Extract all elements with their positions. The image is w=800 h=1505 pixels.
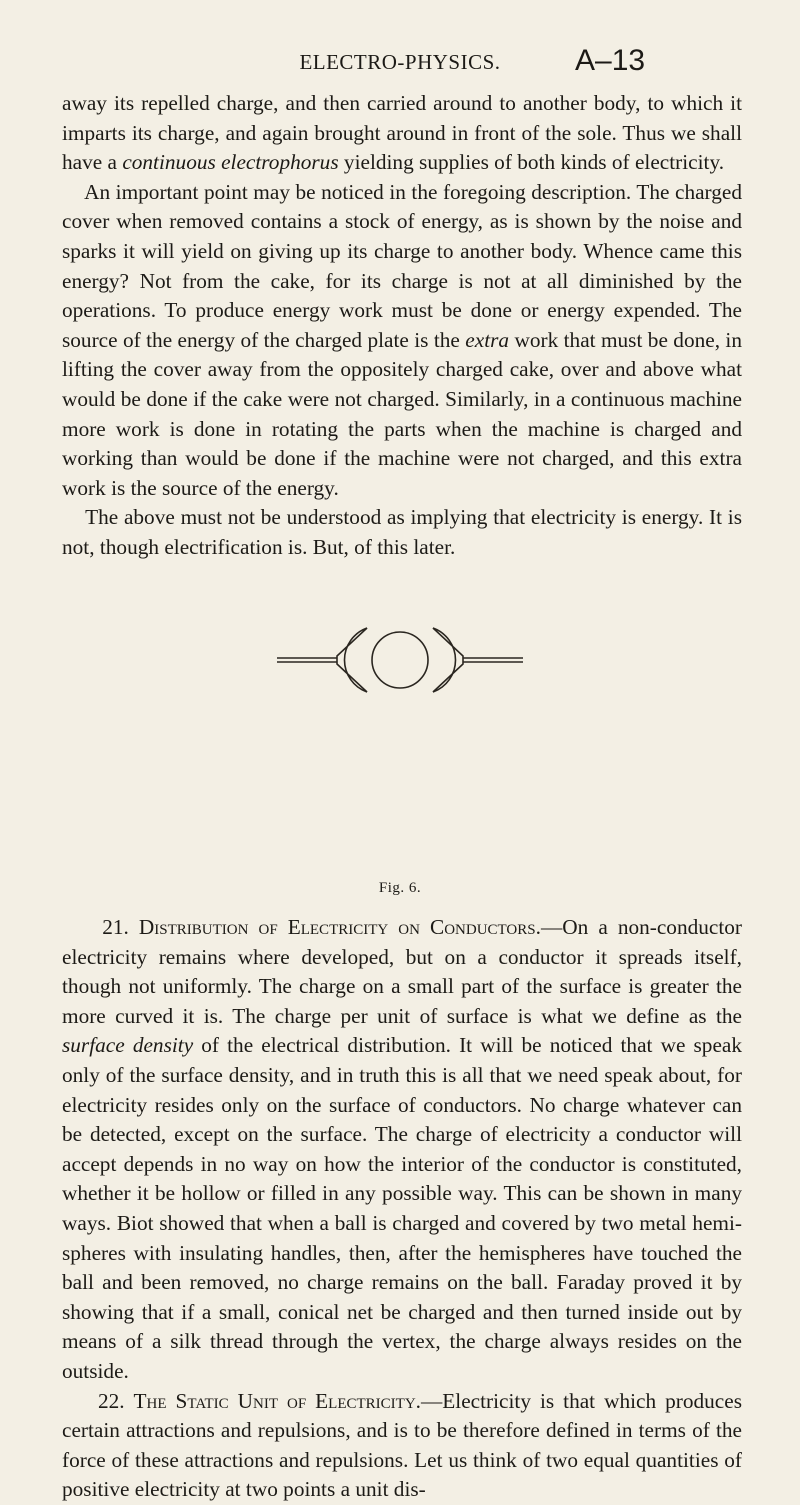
italic-term: continuous electrophorus bbox=[122, 150, 339, 175]
heading-dash: — bbox=[421, 1388, 443, 1413]
paragraph-text: yielding supplies of both kinds of electricity. bbox=[338, 150, 725, 175]
paragraph-text: Electricity is that which produces certain attractions and repulsions, and is to be therefore defined in terms of the force of these attractions and repulsions. Let us think of two equal quantities of positive electricity at two points a unit dis- bbox=[62, 1388, 742, 1502]
paragraph-line: which it imparts its charge, and again brought around in front of the bbox=[62, 91, 742, 145]
text-block-bottom bbox=[62, 913, 742, 1505]
paragraph-energy bbox=[62, 178, 742, 504]
figure-6-illustration bbox=[275, 620, 525, 700]
section-number: 22. bbox=[97, 1388, 134, 1413]
section-21 bbox=[62, 913, 742, 1387]
paragraph-text: An important point may be noticed in the foregoing description. The charged cover when removed contains a stock of energy, as is shown by the noise and sparks it will yield on giving up its charge to another body. Whence came this energy? Not from the cake, for its charge is not at all diminished by the operations. To produce energy work must be done or energy expended. The source of the energy of the charged plate is the bbox=[62, 179, 743, 352]
paragraph-text: On a non-conductor electricity remains where developed, but on a conductor it spreads itself, though not uniformly. The charge on a small part of the surface is greater the more curved it is. The charge per unit of surface is what we define as the bbox=[62, 915, 743, 1028]
central-ball bbox=[372, 632, 428, 688]
section-heading: The Static Unit of Electricity. bbox=[133, 1388, 421, 1413]
paragraph-text: The above must not be understood as implying that electricity is energy. It is not, though electrification is. But, of this later. bbox=[62, 505, 743, 559]
section-heading: Distribution of Electricity on Conductors. bbox=[138, 915, 541, 939]
paragraph-line: away its repelled charge, and then carried around to another body, to bbox=[62, 91, 665, 115]
italic-term: surface density bbox=[62, 1033, 194, 1058]
paragraph-implying bbox=[62, 503, 742, 562]
italic-term: extra bbox=[465, 327, 510, 352]
heading-dash: — bbox=[540, 915, 563, 939]
paragraph-text: work that must be done, in lifting the cover away from the oppositely charged cake, over and above what would be done if the cake were not charged. Similarly, in a continuous machine more work is done in rotating the parts when the machine is charged and working than would be done if the machine were not charged, and this extra work is the source of the energy. bbox=[62, 327, 742, 500]
running-title: ELECTRO-PHYSICS. bbox=[299, 50, 501, 74]
figure-caption: Fig. 6. bbox=[378, 880, 422, 896]
paragraph-text: of the electrical distribution. It will be noticed that we speak only of the surface density, and in truth this is all that we need speak about, for electricity resides only on the surface of conductors. No charge whatever can be detected, except on the surface. The charge of electricity a conductor will accept depends in no way on how the interior of the conductor is constituted, whether it be hollow or filled in any possible way. This can be shown in many ways. Biot showed that when a ball is charged and covered by two metal hemi-spheres with insulating handles, then, after the hemispheres have touched the ball and been removed, no charge remains on the ball. Faraday proved it by showing that if a small, conical net be charged and then turned inside out by means of a silk thread through the vertex, the charge always resides on the outside. bbox=[62, 1033, 743, 1383]
section-number: 21. bbox=[102, 915, 139, 939]
text-block-top bbox=[62, 89, 742, 563]
paragraph-text: sole. Thus we shall have a bbox=[62, 120, 742, 175]
paragraph-electrophorus bbox=[62, 89, 742, 178]
section-22 bbox=[62, 1387, 742, 1505]
page-number: A–13 bbox=[575, 44, 646, 77]
